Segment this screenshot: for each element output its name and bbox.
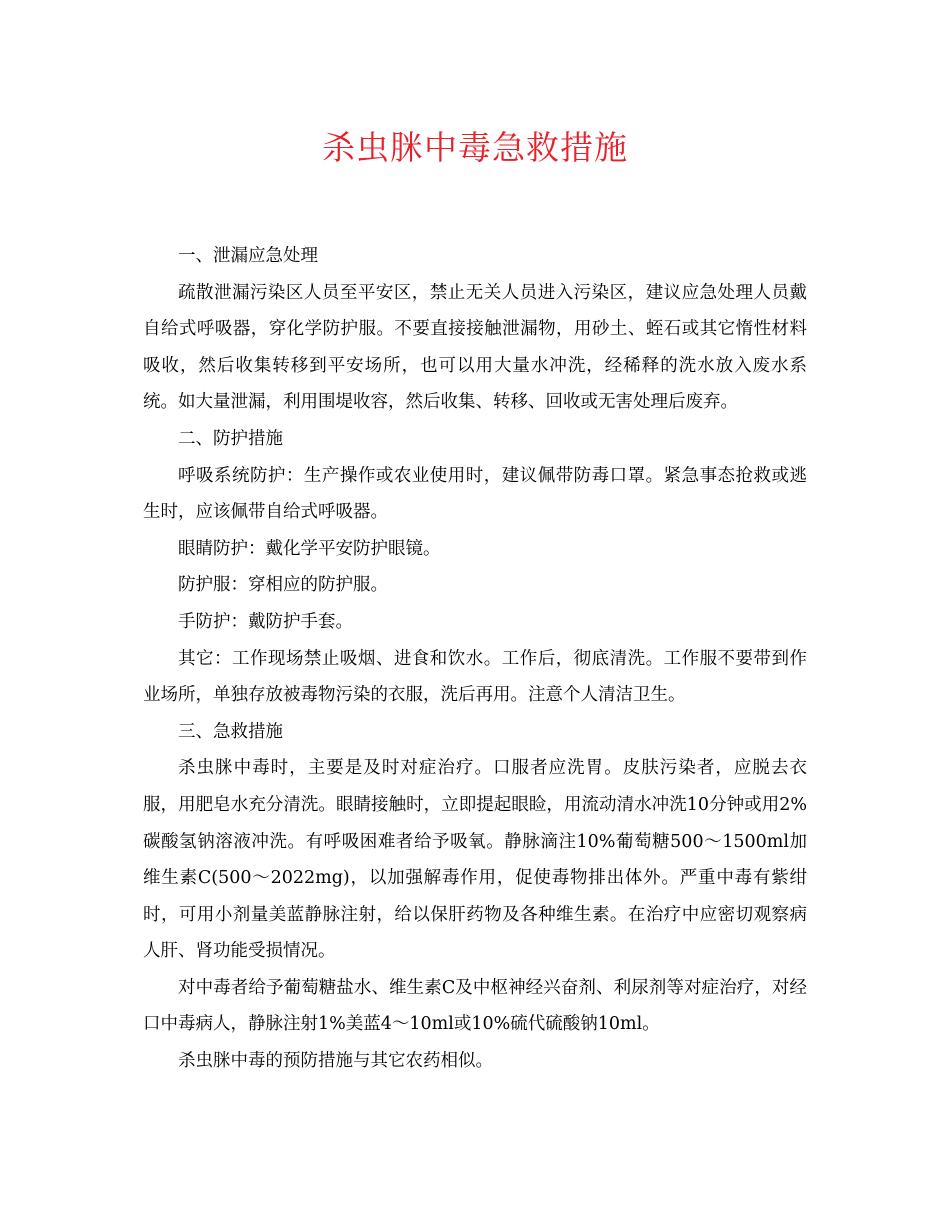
paragraph-first-aid-treatment: 杀虫脒中毒时，主要是及时对症治疗。口服者应洗胃。皮肤污染者，应脱去衣服，用肥皂水充分清洗。眼睛接触时，立即提起眼睑，用流动清水冲洗10分钟或用2%碳酸氢钠溶液冲洗。有呼吸困难者给予吸氧。静脉滴注10%葡萄糖500～1500ml加维生素C(500～2022mg)，以加强解毒作用，促使毒物排出体外。严重中毒有紫绀时，可用小剂量美蓝静脉注射，给以保肝药物及各种维生素。在治疗中应密切观察病人肝、肾功能受损情况。 [143, 758, 807, 962]
document-title: 杀虫脒中毒急救措施 [322, 128, 628, 167]
section-heading-leak-response: 一、泄漏应急处理 [178, 246, 318, 266]
paragraph-hand-protection: 手防护：戴防护手套。 [178, 611, 353, 632]
paragraph-leak-response: 疏散泄漏污染区人员至平安区，禁止无关人员进入污染区，建议应急处理人员戴自给式呼吸器，穿化学防护服。不要直接接触泄漏物，用砂土、蛭石或其它惰性材料吸收，然后收集转移到平安场所，也可以用大量水冲洗，经稀释的洗水放入废水系统。如大量泄漏，利用围堤收容，然后收集、转移、回收或无害处理后废弃。 [143, 282, 807, 413]
paragraph-respiratory-protection: 呼吸系统防护：生产操作或农业使用时，建议佩带防毒口罩。紧急事态抢救或逃生时，应该佩带自给式呼吸器。 [143, 465, 807, 523]
paragraph-other-protection: 其它：工作现场禁止吸烟、进食和饮水。工作后，彻底清洗。工作服不要带到作业场所，单独存放被毒物污染的衣服，洗后再用。注意个人清洁卫生。 [143, 648, 807, 706]
section-heading-protection: 二、防护措施 [178, 428, 283, 449]
section-heading-first-aid: 三、急救措施 [178, 721, 283, 742]
paragraph-first-aid-medication: 对中毒者给予葡萄糖盐水、维生素C及中枢神经兴奋剂、利尿剂等对症治疗，对经口中毒病人，静脉注射1%美蓝4～10ml或10%硫代硫酸钠10ml。 [143, 977, 807, 1035]
paragraph-prevention: 杀虫脒中毒的预防措施与其它农药相似。 [178, 1051, 493, 1072]
paragraph-protective-clothing: 防护服：穿相应的防护服。 [178, 575, 388, 596]
document-body [143, 238, 807, 1080]
paragraph-eye-protection: 眼睛防护：戴化学平安防护眼镜。 [178, 538, 441, 559]
